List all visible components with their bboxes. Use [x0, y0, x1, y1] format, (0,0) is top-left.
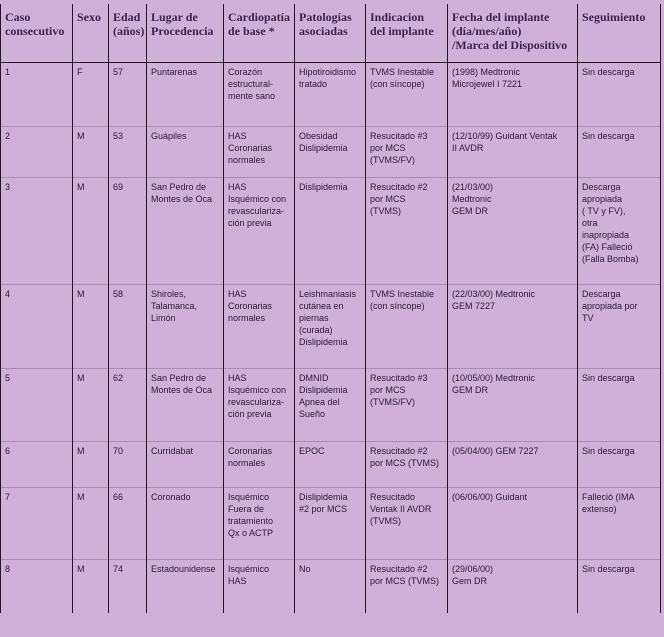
cell-seguimiento: Sin descarga — [578, 442, 661, 488]
cell-lugar: San Pedro de Montes de Oca — [147, 178, 224, 285]
cell-cardiopatia: Isquémico Fuera de tratamiento Qx o ACTP — [224, 488, 295, 560]
cell-fecha: (10/05/00) Medtronic GEM DR — [448, 369, 578, 442]
cell-cardiopatia: Coronarias normales — [224, 442, 295, 488]
cell-fecha: (29/06/00) Gem DR — [448, 560, 578, 614]
header-seguimiento: Seguimiento — [578, 4, 661, 63]
cell-patologias: DMNID Dislipidemia Apnea del Sueño — [295, 369, 366, 442]
cell-edad: 70 — [109, 442, 147, 488]
cell-seguimiento: Sin descarga — [578, 369, 661, 442]
cell-indicacion: Resucitado #2 por MCS (TVMS) — [366, 178, 448, 285]
cell-indicacion: Resucitado #2 por MCS (TVMS) — [366, 560, 448, 614]
cell-edad: 74 — [109, 560, 147, 614]
header-caso: Caso consecutivo — [1, 4, 73, 63]
cell-sexo: M — [73, 442, 109, 488]
cell-cardiopatia: Corazón estructural- mente sano — [224, 63, 295, 127]
cell-caso: 4 — [1, 285, 73, 369]
table-row — [1, 285, 661, 369]
cell-lugar: Curridabat — [147, 442, 224, 488]
table-row — [1, 369, 661, 442]
cell-cardiopatia: HAS Coronarias normales — [224, 285, 295, 369]
cell-indicacion: Resucitado #3 por MCS (TVMS/FV) — [366, 127, 448, 178]
cell-seguimiento: Sin descarga — [578, 560, 661, 614]
cell-patologias: Dislipidemia #2 por MCS — [295, 488, 366, 560]
table-row — [1, 178, 661, 285]
cell-edad: 62 — [109, 369, 147, 442]
header-indicacion: Indicacion del implante — [366, 4, 448, 63]
cell-edad: 66 — [109, 488, 147, 560]
cell-patologias: EPOC — [295, 442, 366, 488]
cell-sexo: M — [73, 127, 109, 178]
cell-edad: 57 — [109, 63, 147, 127]
cell-caso: 2 — [1, 127, 73, 178]
header-fecha: Fecha del implante (día/mes/año) /Marca del Dispositivo — [448, 4, 578, 63]
header-sexo: Sexo — [73, 4, 109, 63]
cell-patologias: Dislipidemia — [295, 178, 366, 285]
cell-indicacion: TVMS Inestable (con síncope) — [366, 63, 448, 127]
table-row — [1, 127, 661, 178]
header-lugar: Lugar de Procedencia — [147, 4, 224, 63]
header-patologias: Patologías asociadas — [295, 4, 366, 63]
cell-cardiopatia: HAS Coronarias normales — [224, 127, 295, 178]
cell-lugar: San Pedro de Montes de Oca — [147, 369, 224, 442]
cell-caso: 7 — [1, 488, 73, 560]
cell-edad: 58 — [109, 285, 147, 369]
cell-patologias: Leishmaniasis cutánea en piernas (curada) Dislipidemia — [295, 285, 366, 369]
cell-seguimiento: Descarga apropiada ( TV y FV), otra inapropiada (FA) Falleció (Falla Bomba) — [578, 178, 661, 285]
cell-fecha: (06/06/00) Guidant — [448, 488, 578, 560]
cell-seguimiento: Falleció (IMA extenso) — [578, 488, 661, 560]
cell-indicacion: Resucitado #3 por MCS (TVMS/FV) — [366, 369, 448, 442]
cell-caso: 3 — [1, 178, 73, 285]
cell-sexo: M — [73, 369, 109, 442]
cell-seguimiento: Sin descarga — [578, 63, 661, 127]
header-row — [1, 4, 661, 63]
cell-cardiopatia: HAS Isquémico con revasculariza- ción previa — [224, 178, 295, 285]
cell-caso: 5 — [1, 369, 73, 442]
cell-fecha: (21/03/00) Medtronic GEM DR — [448, 178, 578, 285]
cell-edad: 69 — [109, 178, 147, 285]
table-row — [1, 560, 661, 614]
cell-fecha: (05/04/00) GEM 7227 — [448, 442, 578, 488]
cell-sexo: M — [73, 178, 109, 285]
cell-seguimiento: Sin descarga — [578, 127, 661, 178]
cell-lugar: Estadounidense — [147, 560, 224, 614]
cell-caso: 1 — [1, 63, 73, 127]
cell-caso: 8 — [1, 560, 73, 614]
cell-fecha: (12/10/99) Guidant Ventak II AVDR — [448, 127, 578, 178]
cell-lugar: Guápiles — [147, 127, 224, 178]
cell-sexo: F — [73, 63, 109, 127]
cell-patologias: No — [295, 560, 366, 614]
cell-indicacion: Resucitado #2 por MCS (TVMS) — [366, 442, 448, 488]
cell-caso: 6 — [1, 442, 73, 488]
cell-cardiopatia: Isquémico HAS — [224, 560, 295, 614]
table-row — [1, 488, 661, 560]
cell-cardiopatia: HAS Isquémico con revasculariza- ción previa — [224, 369, 295, 442]
cell-lugar: Coronado — [147, 488, 224, 560]
cell-edad: 53 — [109, 127, 147, 178]
cell-patologias: Hipotiroidismo tratado — [295, 63, 366, 127]
cell-sexo: M — [73, 560, 109, 614]
cell-fecha: (22/03/00) Medtronic GEM 7227 — [448, 285, 578, 369]
cell-sexo: M — [73, 285, 109, 369]
table-row — [1, 442, 661, 488]
cell-patologias: Obesidad Dislipidemia — [295, 127, 366, 178]
cell-lugar: Shiroles, Talamanca, Limón — [147, 285, 224, 369]
cell-indicacion: Resucitado Ventak II AVDR (TVMS) — [366, 488, 448, 560]
header-cardiopatia: Cardiopatía de base * — [224, 4, 295, 63]
cell-sexo: M — [73, 488, 109, 560]
cell-fecha: (1998) Medtronic Microjewel I 7221 — [448, 63, 578, 127]
cell-indicacion: TVMS Inestable (con síncope) — [366, 285, 448, 369]
patients-table — [0, 4, 661, 613]
table-row — [1, 63, 661, 127]
cell-lugar: Puntarenas — [147, 63, 224, 127]
cell-seguimiento: Descarga apropiada por TV — [578, 285, 661, 369]
header-edad: Edad (años) — [109, 4, 147, 63]
